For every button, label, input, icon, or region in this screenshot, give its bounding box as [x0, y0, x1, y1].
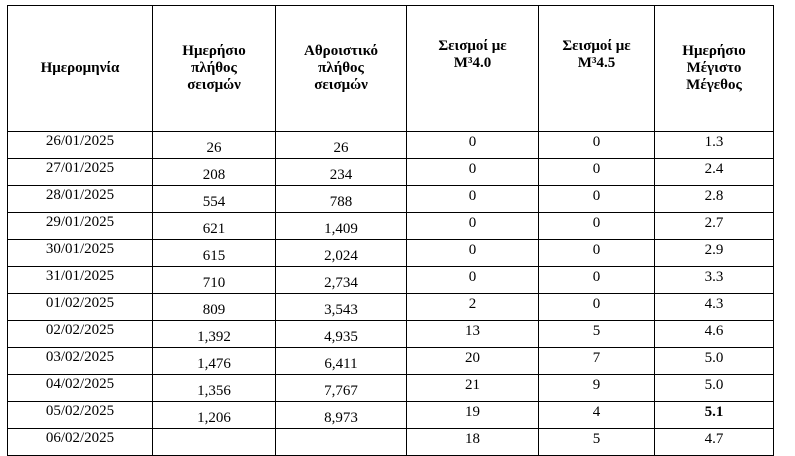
- cumulative-count-cell: 2,024: [276, 240, 407, 267]
- max-magnitude-cell: 4.7: [655, 429, 774, 456]
- header-m45-count: Σεισμοί με Μ³4.5: [539, 6, 655, 132]
- daily-count-cell: 809: [153, 294, 276, 321]
- max-magnitude-cell: 5.1: [655, 402, 774, 429]
- m40-count-cell: 13: [407, 321, 539, 348]
- daily-count-cell: 1,356: [153, 375, 276, 402]
- table-row: [8, 294, 774, 321]
- max-magnitude-cell: 5.0: [655, 375, 774, 402]
- m45-count-cell: 0: [539, 240, 655, 267]
- m40-count-cell: 0: [407, 186, 539, 213]
- table-row: [8, 159, 774, 186]
- daily-count-cell: [153, 429, 276, 456]
- date-cell: 27/01/2025: [8, 159, 153, 186]
- cumulative-count-cell: 234: [276, 159, 407, 186]
- table-body: [8, 132, 774, 456]
- date-cell: 31/01/2025: [8, 267, 153, 294]
- m40-count-cell: 2: [407, 294, 539, 321]
- table-row: [8, 402, 774, 429]
- header-row: [8, 6, 774, 132]
- table-row: [8, 213, 774, 240]
- max-magnitude-cell: 2.7: [655, 213, 774, 240]
- m40-count-cell: 0: [407, 159, 539, 186]
- table-row: [8, 132, 774, 159]
- cumulative-count-cell: 7,767: [276, 375, 407, 402]
- max-magnitude-cell: 4.6: [655, 321, 774, 348]
- cumulative-count-cell: [276, 429, 407, 456]
- max-magnitude-cell: 4.3: [655, 294, 774, 321]
- max-magnitude-cell: 1.3: [655, 132, 774, 159]
- max-magnitude-cell: 5.0: [655, 348, 774, 375]
- date-cell: 06/02/2025: [8, 429, 153, 456]
- m45-count-cell: 0: [539, 186, 655, 213]
- table-row: [8, 429, 774, 456]
- daily-count-cell: 1,392: [153, 321, 276, 348]
- m40-count-cell: 21: [407, 375, 539, 402]
- m40-count-cell: 19: [407, 402, 539, 429]
- cumulative-count-cell: 3,543: [276, 294, 407, 321]
- m45-count-cell: 9: [539, 375, 655, 402]
- m45-count-cell: 4: [539, 402, 655, 429]
- m45-count-cell: 0: [539, 294, 655, 321]
- cumulative-count-cell: 6,411: [276, 348, 407, 375]
- header-daily-count: Ημερήσιο πλήθος σεισμών: [153, 6, 276, 132]
- date-cell: 30/01/2025: [8, 240, 153, 267]
- table-row: [8, 186, 774, 213]
- header-m40-count: Σεισμοί με Μ³4.0: [407, 6, 539, 132]
- m40-count-cell: 18: [407, 429, 539, 456]
- table-row: [8, 240, 774, 267]
- cumulative-count-cell: 26: [276, 132, 407, 159]
- daily-count-cell: 1,206: [153, 402, 276, 429]
- table-row: [8, 267, 774, 294]
- daily-count-cell: 1,476: [153, 348, 276, 375]
- m45-count-cell: 0: [539, 159, 655, 186]
- daily-count-cell: 615: [153, 240, 276, 267]
- m45-count-cell: 0: [539, 267, 655, 294]
- date-cell: 01/02/2025: [8, 294, 153, 321]
- cumulative-count-cell: 1,409: [276, 213, 407, 240]
- max-magnitude-cell: 2.8: [655, 186, 774, 213]
- date-cell: 26/01/2025: [8, 132, 153, 159]
- date-cell: 05/02/2025: [8, 402, 153, 429]
- header-cumulative-count: Αθροιστικό πλήθος σεισμών: [276, 6, 407, 132]
- daily-count-cell: 208: [153, 159, 276, 186]
- m40-count-cell: 0: [407, 213, 539, 240]
- table-row: [8, 375, 774, 402]
- max-magnitude-cell: 2.9: [655, 240, 774, 267]
- cumulative-count-cell: 8,973: [276, 402, 407, 429]
- date-cell: 04/02/2025: [8, 375, 153, 402]
- daily-count-cell: 621: [153, 213, 276, 240]
- m45-count-cell: 7: [539, 348, 655, 375]
- m40-count-cell: 0: [407, 267, 539, 294]
- m45-count-cell: 0: [539, 132, 655, 159]
- max-magnitude-cell: 3.3: [655, 267, 774, 294]
- cumulative-count-cell: 788: [276, 186, 407, 213]
- header-date: Ημερομηνία: [8, 6, 153, 132]
- date-cell: 03/02/2025: [8, 348, 153, 375]
- cumulative-count-cell: 2,734: [276, 267, 407, 294]
- date-cell: 29/01/2025: [8, 213, 153, 240]
- cumulative-count-cell: 4,935: [276, 321, 407, 348]
- date-cell: 28/01/2025: [8, 186, 153, 213]
- m40-count-cell: 0: [407, 240, 539, 267]
- date-cell: 02/02/2025: [8, 321, 153, 348]
- table-row: [8, 321, 774, 348]
- daily-count-cell: 554: [153, 186, 276, 213]
- m45-count-cell: 5: [539, 321, 655, 348]
- table-row: [8, 348, 774, 375]
- m45-count-cell: 0: [539, 213, 655, 240]
- m40-count-cell: 20: [407, 348, 539, 375]
- earthquake-statistics-table: [7, 5, 774, 456]
- table-header: [8, 6, 774, 132]
- header-daily-max-magnitude: Ημερήσιο Μέγιστο Μέγεθος: [655, 6, 774, 132]
- daily-count-cell: 26: [153, 132, 276, 159]
- daily-count-cell: 710: [153, 267, 276, 294]
- max-magnitude-cell: 2.4: [655, 159, 774, 186]
- m45-count-cell: 5: [539, 429, 655, 456]
- m40-count-cell: 0: [407, 132, 539, 159]
